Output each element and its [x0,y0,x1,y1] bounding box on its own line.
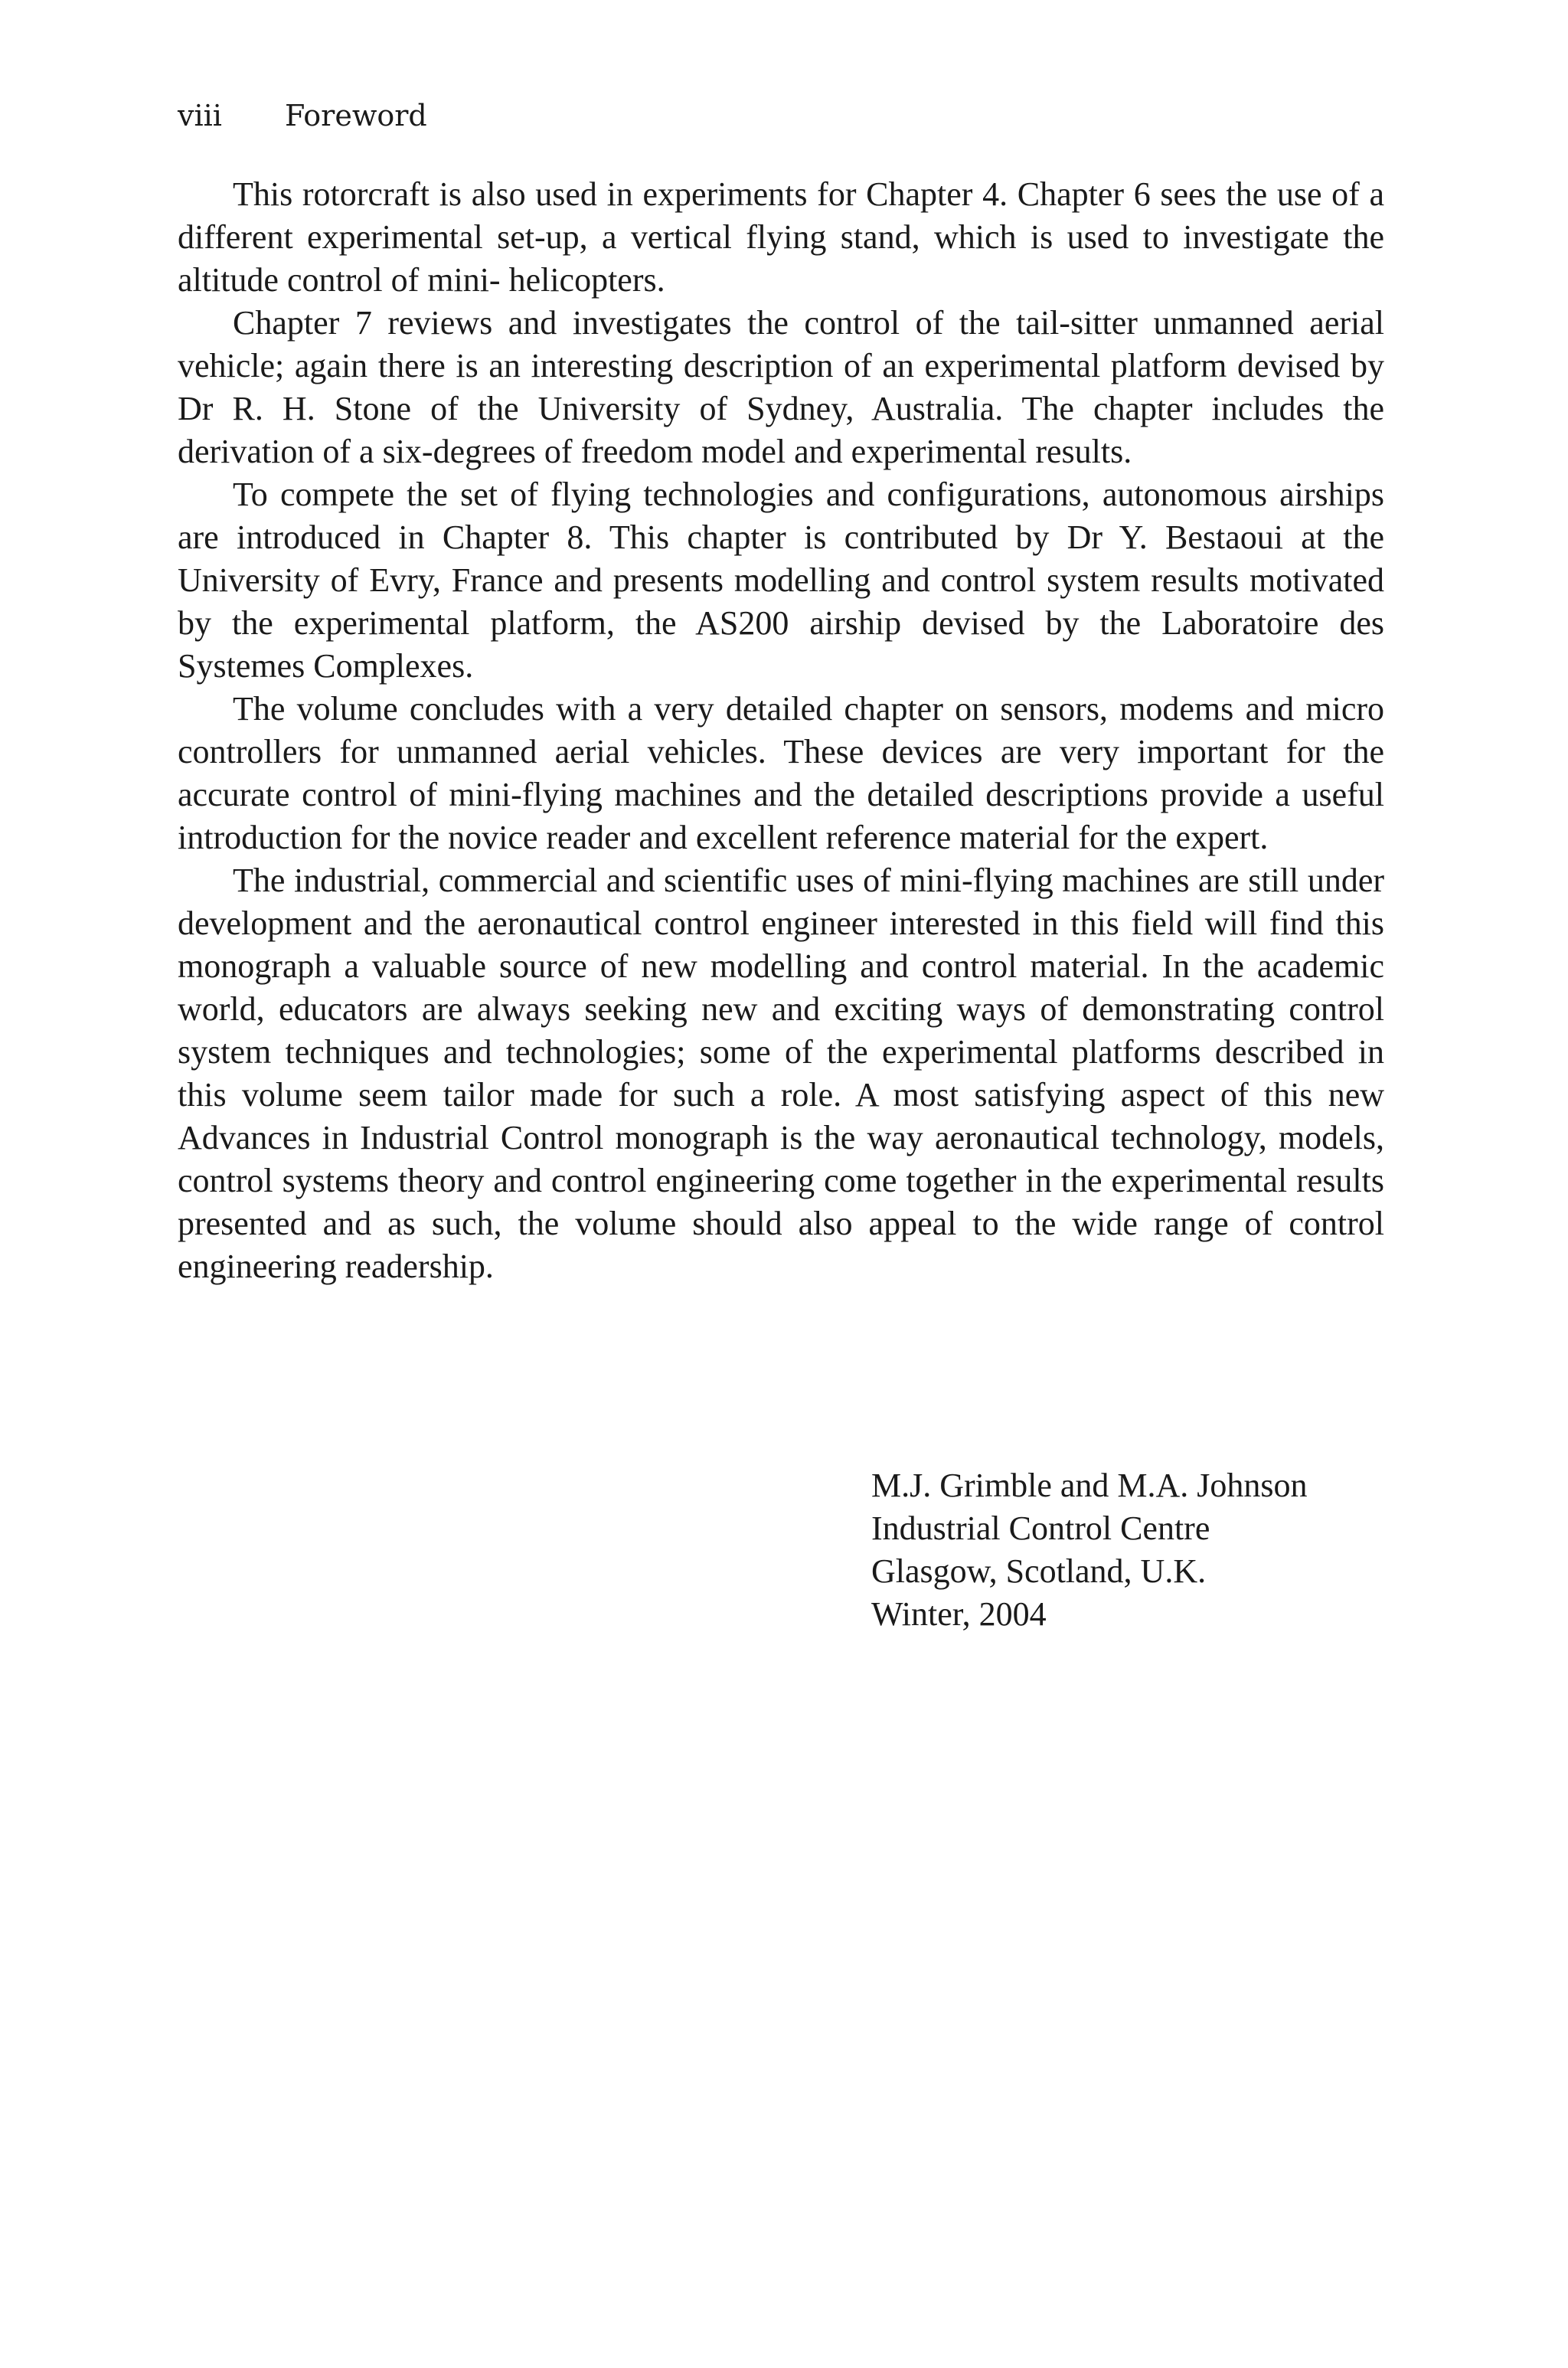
running-title: Foreword [285,99,427,132]
signature-institution: Industrial Control Centre [871,1509,1210,1547]
paragraph: Chapter 7 reviews and investigates the control of the tail-sitter unmanned aerial vehicle; again there is an interesting description of an experimental platform devised by Dr R. H. Stone of the University of Sydney, Australia. The chapter includes the derivation of a six-degrees of freedom model and experimental results. [178,304,1384,470]
foreword-body [178,173,1384,1288]
paragraph: This rotorcraft is also used in experiments for Chapter 4. Chapter 6 sees the use of a different experimental set-up, a vertical flying stand, which is used to investigate the altitude control of mini- helicopters. [178,175,1384,299]
signature-location: Glasgow, Scotland, U.K. [871,1552,1207,1590]
paragraph: The industrial, commercial and scientific uses of mini-flying machines are still under development and the aeronautical control engineer interested in this field will find this monograph a valuable source of new modelling and control material. In the academic world, educators are always seeking new and exciting ways of demonstrating control system techniques and technologies; some of the experimental platforms described in this volume seem tailor made for such a role. A most satisfying aspect of this new Advances in Industrial Control monograph is the way aeronautical technology, models, control systems theory and control engineering come together in the experimental results presented and as such, the volume should also appeal to the wide range of control engineering readership. [178,862,1384,1285]
signature-authors: M.J. Grimble and M.A. Johnson [871,1467,1308,1504]
paragraph: The volume concludes with a very detailed chapter on sensors, modems and micro controllers for unmanned aerial vehicles. These devices are very important for the accurate control of mini-flying machines and the detailed descriptions provide a useful introduction for the novice reader and excellent reference material for the expert. [178,690,1384,856]
page-number: viii [178,99,222,132]
signature-date: Winter, 2004 [871,1595,1047,1633]
running-header [178,96,427,135]
signature-block [871,1464,1308,1636]
paragraph: To compete the set of flying technologies and configurations, autonomous airships are introduced in Chapter 8. This chapter is contributed by Dr Y. Bestaoui at the University of Evry, France and presents modelling and control system results motivated by the experimental platform, the AS200 airship devised by the Laboratoire des Systemes Complexes. [178,476,1384,685]
